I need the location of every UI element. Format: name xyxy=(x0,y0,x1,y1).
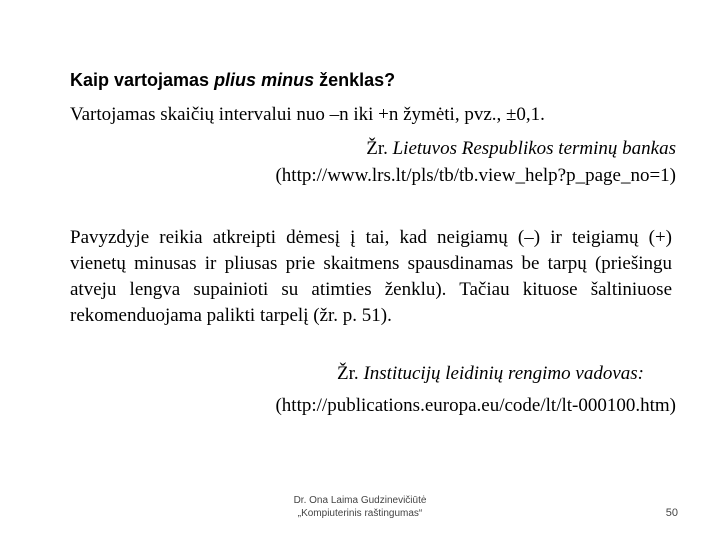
reference-1-url: (http://www.lrs.lt/pls/tb/tb.view_help?p_page_no=1) xyxy=(275,165,676,186)
answer-text: Vartojamas skaičių intervalui nuo –n iki +n žymėti, pvz., ±0,1. xyxy=(70,104,545,125)
reference-1-title: Lietuvos Respublikos terminų bankas xyxy=(392,138,676,159)
footer-author-block xyxy=(200,494,520,520)
reference-2-prefix: Žr. xyxy=(337,363,364,384)
reference-1-prefix: Žr. xyxy=(366,138,393,159)
page-number: 50 xyxy=(665,507,678,519)
reference-2-url: (http://publications.europa.eu/code/lt/lt-000100.htm) xyxy=(275,395,676,416)
reference-1 xyxy=(366,137,676,161)
question-suffix: ženklas? xyxy=(314,70,396,90)
question-heading xyxy=(70,68,395,92)
body-paragraph: Pavyzdyje reikia atkreipti dėmesį į tai, kad neigiamų (–) ir teigiamų (+) vienetų minusas ir pliusas prie skaitmens spausdinamas be tarpų (priešingu atveju lengva supainioti su atimties ženklu). Tačiau kituose šaltiniuose rekomenduojama palikti tarpelį (žr. p. 51). xyxy=(70,227,672,326)
footer-course: „Kompiuterinis raštingumas“ xyxy=(297,508,423,519)
footer-author: Dr. Ona Laima Gudzinevičiūtė xyxy=(293,495,427,506)
question-prefix: Kaip vartojamas xyxy=(70,70,215,90)
reference-2 xyxy=(337,362,644,386)
reference-2-title: Institucijų leidinių rengimo vadovas: xyxy=(363,363,644,384)
question-italic: plius minus xyxy=(214,70,315,90)
